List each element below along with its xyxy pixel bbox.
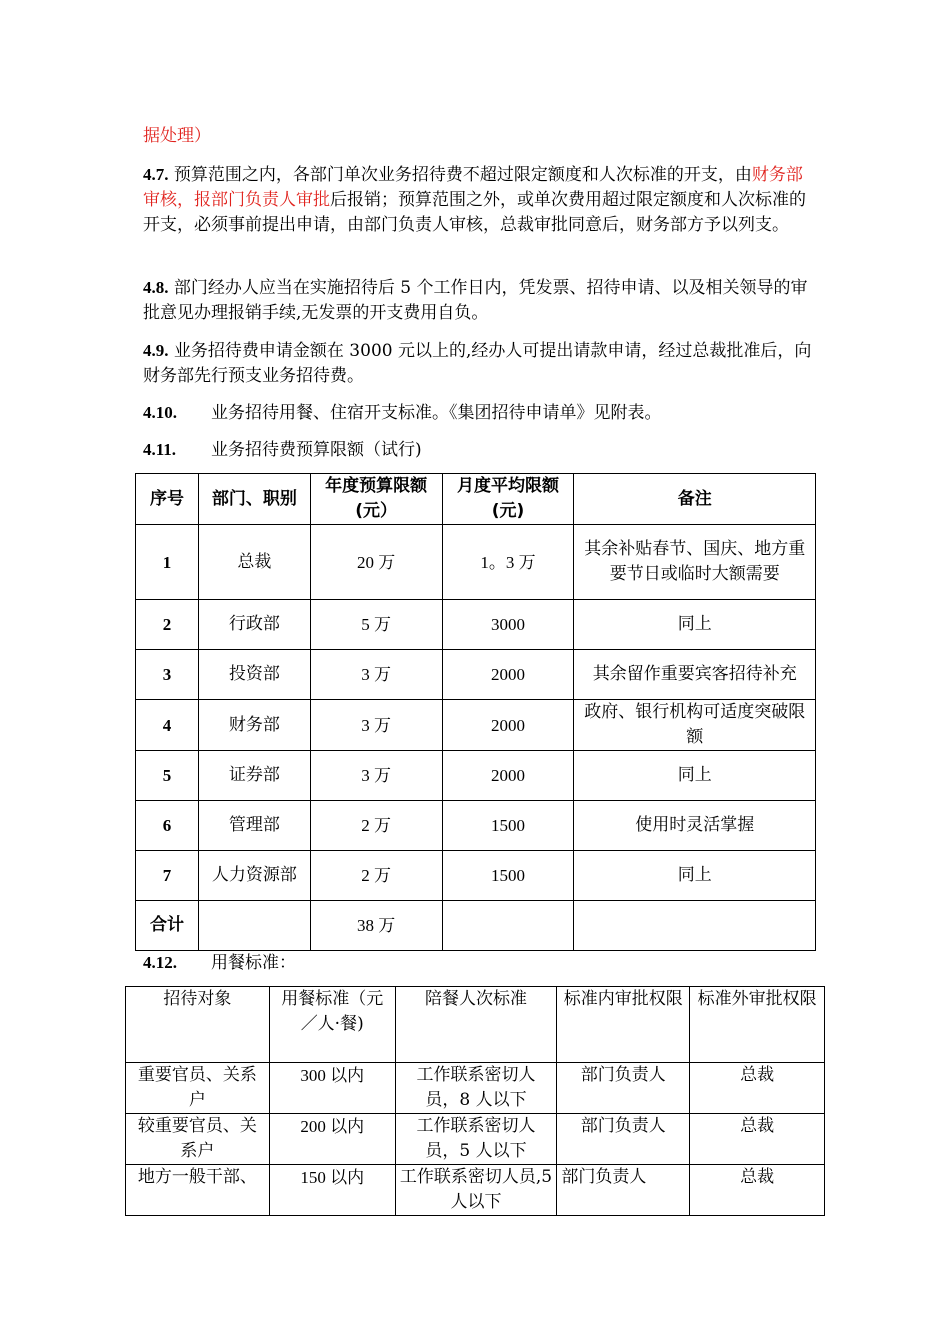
table-cell: 20 万 (310, 525, 442, 600)
table-cell: 2000 (442, 751, 574, 801)
table-cell: 财务部 (198, 700, 310, 751)
table-cell: 其余补贴春节、国庆、地方重要节日或临时大额需要 (574, 525, 816, 600)
table-cell: 使用时灵活掌握 (574, 801, 816, 851)
table-header-cell: 用餐标准（元／人·餐) (269, 987, 395, 1063)
table-cell: 2 (136, 600, 199, 650)
table-row (136, 600, 816, 650)
heading-4-12 (143, 950, 296, 976)
table-row (136, 851, 816, 901)
table-cell: 3 (136, 650, 199, 700)
heading-4-11 (143, 437, 422, 463)
table-cell: 总裁 (690, 1114, 825, 1165)
table-cell: 300 以内 (269, 1063, 395, 1114)
table-cell: 2 万 (310, 801, 442, 851)
meal-standard-table (125, 986, 825, 1216)
table-cell: 同上 (574, 751, 816, 801)
table-cell: 工作联系密切人员，8 人以下 (395, 1063, 557, 1114)
table-cell: 4 (136, 700, 199, 751)
table-row (136, 751, 816, 801)
table-cell: 合计 (136, 901, 199, 951)
heading-text: 业务招待用餐、住宿开支标准。《集团招待申请单》见附表。 (211, 403, 662, 423)
table-cell: 总裁 (198, 525, 310, 600)
table-row (126, 1114, 825, 1165)
table-cell: 地方一般干部、 (126, 1165, 270, 1216)
table-cell: 3 万 (310, 751, 442, 801)
table-cell: 2 万 (310, 851, 442, 901)
table-cell: 证券部 (198, 751, 310, 801)
budget-limit-table (135, 473, 816, 951)
clause-number: 4.11. (143, 440, 177, 459)
table-cell: 投资部 (198, 650, 310, 700)
table-row (136, 525, 816, 600)
table-header-row (126, 987, 825, 1063)
paragraph-4-8 (143, 275, 813, 326)
table-cell: 7 (136, 851, 199, 901)
highlighted-text: 财务部审核，报部门负责人审批 (143, 165, 803, 210)
table-cell: 2000 (442, 650, 574, 700)
table-cell: 1。3 万 (442, 525, 574, 600)
table-cell: 3 万 (310, 700, 442, 751)
table-header-row (136, 474, 816, 525)
heading-text: 用餐标准： (211, 953, 296, 973)
table-cell: 总裁 (690, 1063, 825, 1114)
table-cell: 管理部 (198, 801, 310, 851)
clause-number: 4.10. (143, 403, 177, 422)
table-total-row (136, 901, 816, 951)
table-header-cell: 部门、职别 (198, 474, 310, 525)
paragraph-continuation: 据处理） (143, 126, 211, 146)
table-cell: 3 万 (310, 650, 442, 700)
table-cell: 2000 (442, 700, 574, 751)
clause-number: 4.7. (143, 165, 169, 184)
paragraph-text: 部门经办人应当在实施招待后 5 个工作日内，凭发票、招待申请、以及相关领导的审批意见办理报销手续,无发票的开支费用自负。 (143, 278, 808, 323)
table-cell: 人力资源部 (198, 851, 310, 901)
table-cell: 200 以内 (269, 1114, 395, 1165)
table-cell (198, 901, 310, 951)
table-cell: 工作联系密切人员,5 人以下 (395, 1165, 557, 1216)
table-cell: 150 以内 (269, 1165, 395, 1216)
table-row (136, 650, 816, 700)
table-cell: 总裁 (690, 1165, 825, 1216)
table-cell: 同上 (574, 600, 816, 650)
table-header-cell: 陪餐人次标准 (395, 987, 557, 1063)
table-cell: 3000 (442, 600, 574, 650)
table-header-cell: 标准外审批权限 (690, 987, 825, 1063)
table-header-cell: 月度平均限额(元) (442, 474, 574, 525)
paragraph-text: 业务招待费申请金额在 3000 元以上的,经办人可提出请款申请，经过总裁批准后，向财务部先行预支业务招待费。 (143, 341, 812, 386)
table-cell (442, 901, 574, 951)
table-cell: 1500 (442, 851, 574, 901)
table-cell: 1 (136, 525, 199, 600)
table-header-cell: 标准内审批权限 (557, 987, 690, 1063)
clause-number: 4.9. (143, 341, 169, 360)
table-cell: 政府、银行机构可适度突破限额 (574, 700, 816, 751)
paragraph-4-7 (143, 162, 813, 238)
table-cell: 6 (136, 801, 199, 851)
paragraph-text: 预算范围之内，各部门单次业务招待费不超过限定额度和人次标准的开支，由 (168, 165, 752, 185)
table-cell: 38 万 (310, 901, 442, 951)
table-cell: 5 万 (310, 600, 442, 650)
table-header-cell: 招待对象 (126, 987, 270, 1063)
table-cell: 行政部 (198, 600, 310, 650)
clause-number: 4.12. (143, 953, 177, 972)
table-cell: 1500 (442, 801, 574, 851)
table-cell: 部门负责人 (557, 1165, 690, 1216)
table-cell: 部门负责人 (557, 1063, 690, 1114)
table-cell: 工作联系密切人员，5 人以下 (395, 1114, 557, 1165)
table-cell: 部门负责人 (557, 1114, 690, 1165)
paragraph-text: 后报销；预算范围之外，或单次费用超过限定额度和人次标准的开支，必须事前提出申请，由部门负责人审核，总裁审批同意后，财务部方予以列支。 (143, 190, 806, 235)
table-header-cell: 备注 (574, 474, 816, 525)
table-cell: 重要官员、关系户 (126, 1063, 270, 1114)
table-cell (574, 901, 816, 951)
heading-text: 业务招待费预算限额（试行) (211, 440, 422, 460)
table-cell: 5 (136, 751, 199, 801)
table-row (136, 700, 816, 751)
table-cell: 其余留作重要宾客招待补充 (574, 650, 816, 700)
clause-number: 4.8. (143, 278, 169, 297)
table-header-cell: 序号 (136, 474, 199, 525)
table-row (126, 1165, 825, 1216)
table-header-cell: 年度预算限额(元） (310, 474, 442, 525)
table-cell: 较重要官员、关系户 (126, 1114, 270, 1165)
table-row (136, 801, 816, 851)
table-cell: 同上 (574, 851, 816, 901)
heading-4-10 (143, 400, 662, 426)
paragraph-4-9 (143, 338, 813, 389)
table-row (126, 1063, 825, 1114)
